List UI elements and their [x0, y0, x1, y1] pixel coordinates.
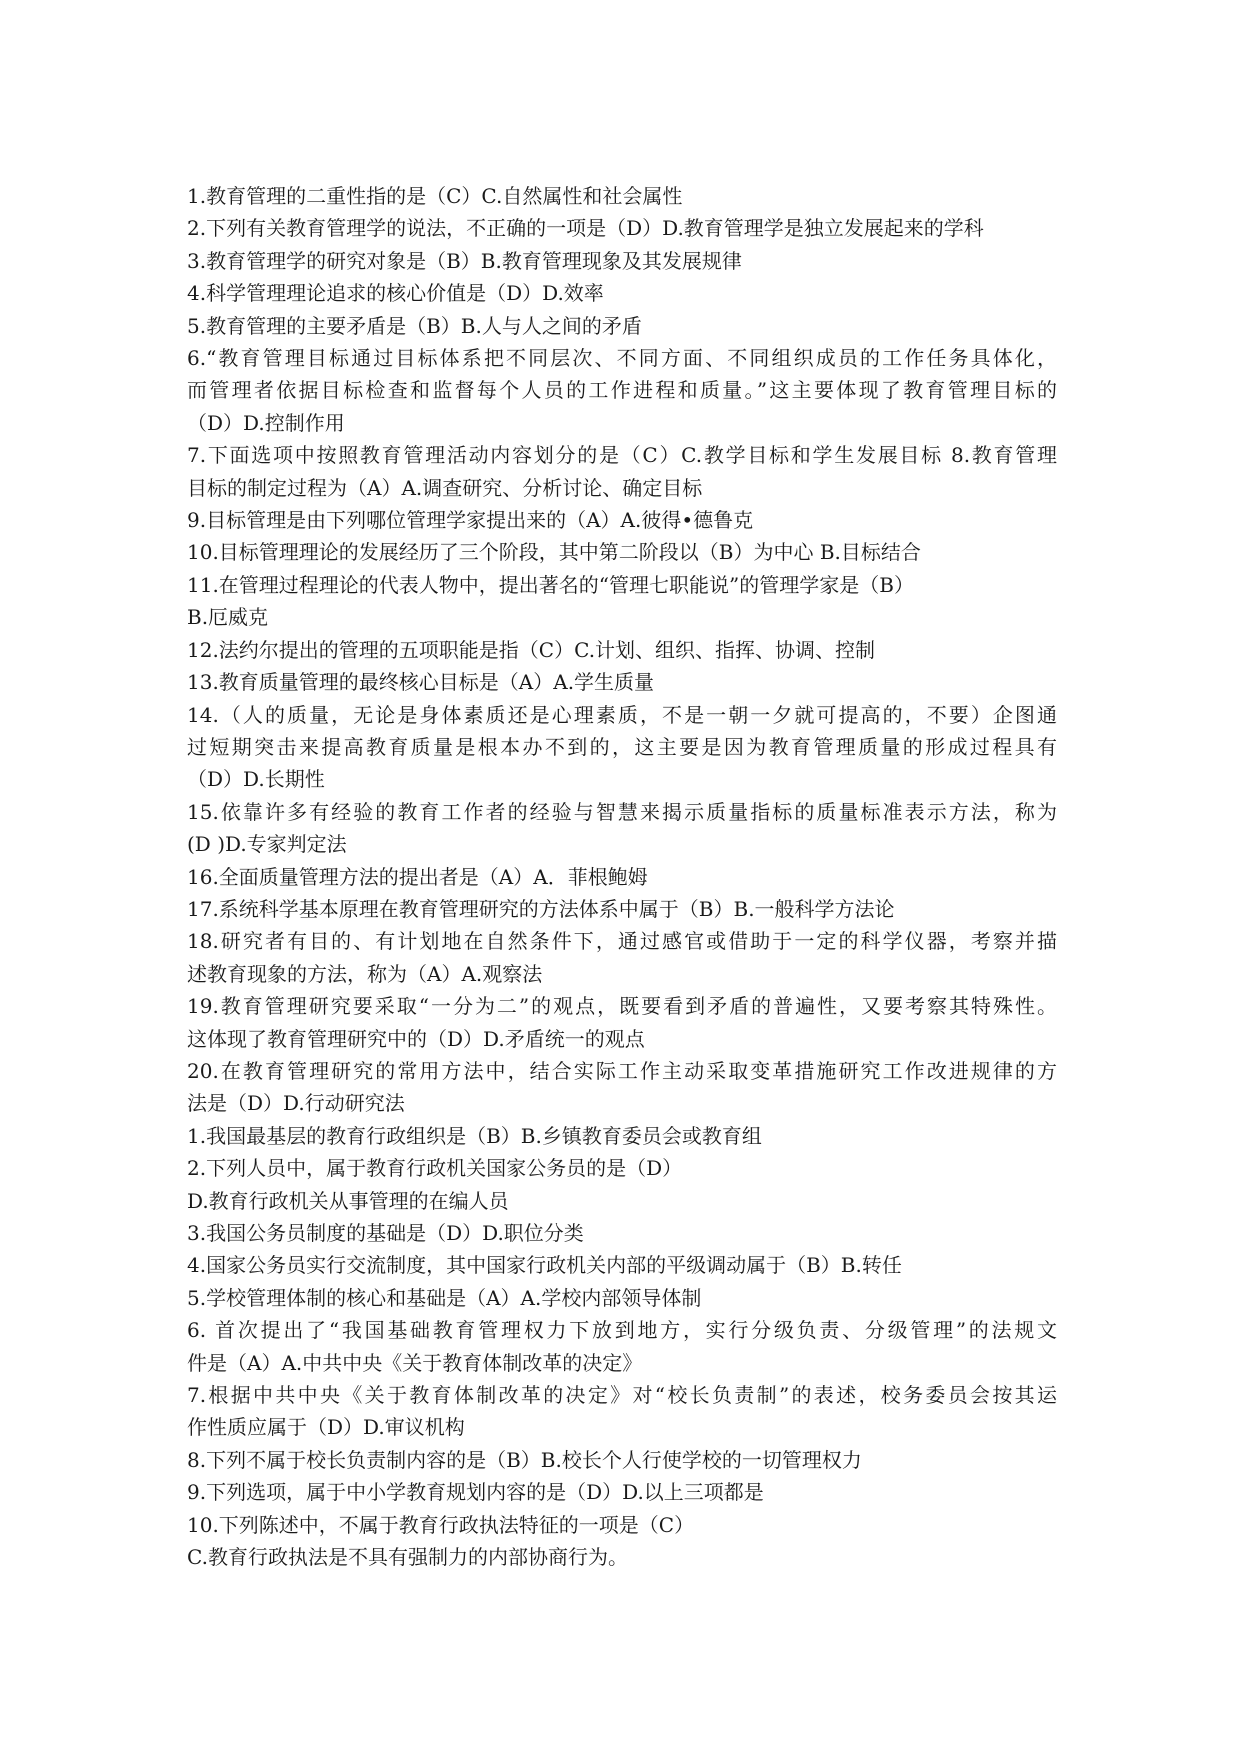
document-body — [187, 180, 1057, 1573]
text-line: 19.教育管理研究要采取“一分为二”的观点，既要看到矛盾的普遍性，又要考察其特殊性。 — [187, 994, 1057, 1019]
text-line: 目标的制定过程为（A）A.调查研究、分析讨论、确定目标 — [187, 475, 703, 500]
text-line: 2.下列人员中，属于教育行政机关国家公务员的是（D） — [187, 1156, 683, 1181]
text-line: 过短期突击来提高教育质量是根本办不到的，这主要是因为教育管理质量的形成过程具有 — [187, 734, 1057, 759]
text-line: D.教育行政机关从事管理的在编人员 — [187, 1188, 509, 1213]
text-line: 20.在教育管理研究的常用方法中，结合实际工作主动采取变革措施研究工作改进规律的方 — [187, 1058, 1057, 1083]
text-line: 4.国家公务员实行交流制度，其中国家行政机关内部的平级调动属于（B）B.转任 — [187, 1253, 902, 1278]
text-line: 4.科学管理理论追求的核心价值是（D）D.效率 — [187, 281, 604, 306]
text-line: 17.系统科学基本原理在教育管理研究的方法体系中属于（B）B.一般科学方法论 — [187, 896, 895, 921]
text-line: B.厄威克 — [187, 605, 269, 630]
text-line: 12.法约尔提出的管理的五项职能是指（C）C.计划、组织、指挥、协调、控制 — [187, 637, 876, 662]
text-line: 2.下列有关教育管理学的说法，不正确的一项是（D）D.教育管理学是独立发展起来的学科 — [187, 216, 984, 241]
text-line: 10.目标管理理论的发展经历了三个阶段，其中第二阶段以（B）为中心 B.目标结合 — [187, 540, 921, 565]
text-line: 9.目标管理是由下列哪位管理学家提出来的（A）A.彼得•德鲁克 — [187, 508, 754, 533]
text-line: 18.研究者有目的、有计划地在自然条件下，通过感官或借助于一定的科学仪器，考察并描 — [187, 929, 1057, 954]
text-line: 5.教育管理的主要矛盾是（B）B.人与人之间的矛盾 — [187, 313, 642, 338]
text-line: 3.我国公务员制度的基础是（D）D.职位分类 — [187, 1221, 584, 1245]
text-line: 15.依靠许多有经验的教育工作者的经验与智慧来揭示质量指标的质量标准表示方法，称为 — [187, 799, 1057, 824]
text-line: （D）D.长期性 — [187, 767, 325, 792]
text-line: 6. 首次提出了“我国基础教育管理权力下放到地方，实行分级负责、分级管理”的法规文 — [187, 1318, 1057, 1343]
text-line: 作性质应属于（D）D.审议机构 — [187, 1415, 465, 1440]
text-line: 14.（人的质量，无论是身体素质还是心理素质，不是一朝一夕就可提高的，不要）企图通 — [187, 702, 1057, 727]
text-line: 件是（A）A.中共中央《关于教育体制改革的决定》 — [187, 1350, 643, 1375]
text-line: 7.根据中共中央《关于教育体制改革的决定》对“校长负责制”的表述，校务委员会按其运 — [187, 1383, 1057, 1408]
text-line: 9.下列选项，属于中小学教育规划内容的是（D）D.以上三项都是 — [187, 1480, 764, 1505]
text-line: 10.下列陈述中，不属于教育行政执法特征的一项是（C） — [187, 1512, 695, 1537]
text-line: 16.全面质量管理方法的提出者是（A）A．菲根鲍姆 — [187, 864, 648, 889]
text-line: 1.我国最基层的教育行政组织是（B）B.乡镇教育委员会或教育组 — [187, 1123, 762, 1148]
text-line: 11.在管理过程理论的代表人物中，提出著名的“管理七职能说”的管理学家是（B） — [187, 572, 914, 597]
text-line: 1.教育管理的二重性指的是（C）C.自然属性和社会属性 — [187, 184, 683, 208]
text-line: 述教育现象的方法，称为（A）A.观察法 — [187, 961, 543, 986]
text-line: 13.教育质量管理的最终核心目标是（A）A.学生质量 — [187, 670, 655, 695]
text-line: 7.下面选项中按照教育管理活动内容划分的是（C）C.教学目标和学生发展目标 8.教育管理 — [187, 443, 1057, 468]
text-line: 6.“教育管理目标通过目标体系把不同层次、不同方面、不同组织成员的工作任务具体化， — [187, 346, 1057, 371]
text-line: 5.学校管理体制的核心和基础是（A）A.学校内部领导体制 — [187, 1285, 702, 1310]
text-line: （D）D.控制作用 — [187, 410, 345, 435]
text-line: (D )D.专家判定法 — [187, 832, 347, 857]
text-line: 法是（D）D.行动研究法 — [187, 1091, 405, 1116]
text-line: 这体现了教育管理研究中的（D）D.矛盾统一的观点 — [187, 1026, 645, 1051]
text-line: C.教育行政执法是不具有强制力的内部协商行为。 — [187, 1545, 628, 1570]
text-line: 8.下列不属于校长负责制内容的是（B）B.校长个人行使学校的一切管理权力 — [187, 1447, 862, 1472]
text-line: 而管理者依据目标检查和监督每个人员的工作进程和质量。”这主要体现了教育管理目标的 — [187, 378, 1057, 403]
text-line: 3.教育管理学的研究对象是（B）B.教育管理现象及其发展规律 — [187, 248, 742, 273]
